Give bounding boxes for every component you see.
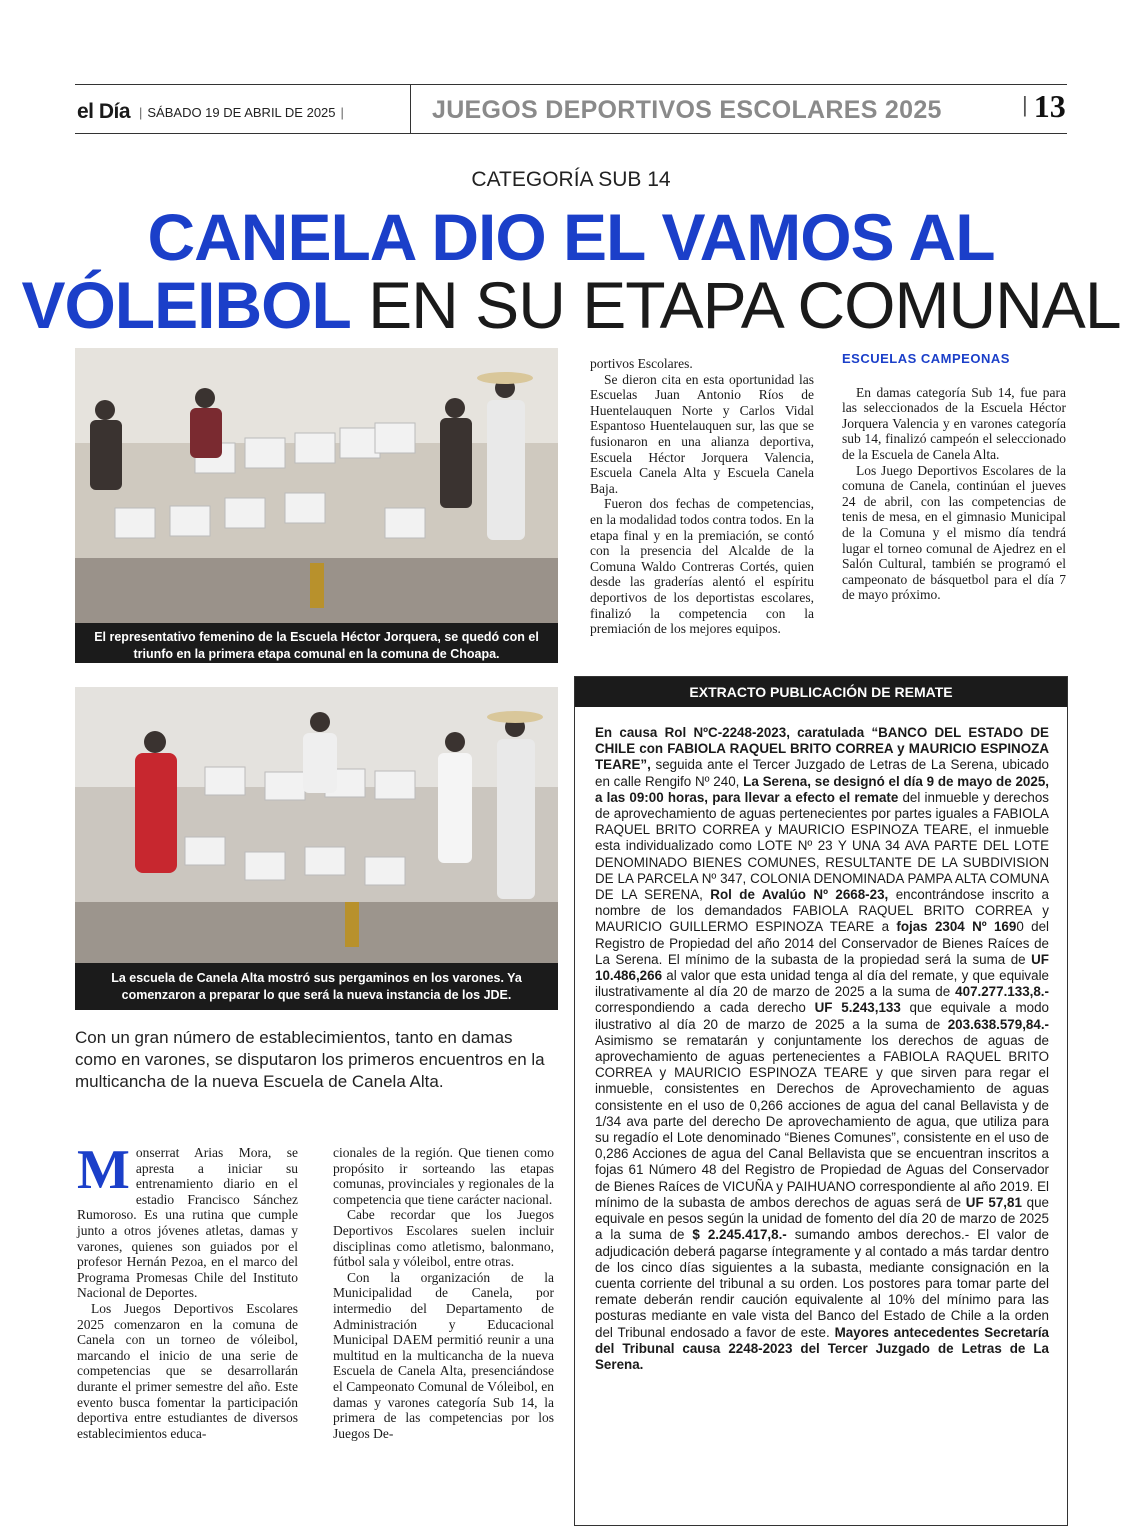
paragraph-first xyxy=(77,1139,298,1301)
photo-girls-team-image xyxy=(75,348,558,623)
legal-amount: 407.277.133,8.- xyxy=(955,984,1049,1000)
headline-bold-word: VÓLEIBOL xyxy=(21,268,351,342)
paragraph: Se dieron cita en esta oportunidad las Escuelas Juan Antonio Ríos de Huentelauquen Norte y Carlos Vidal Espantoso Huentelauquen sur, las que se fusionaron en una alianza deportiva, Escuela Héctor Jorquera Valencia, Escuela Canela Alta y Escuela Canela Baja. xyxy=(590,371,814,496)
legal-text: del inmueble y derechos de aprovechamiento de aguas pertenecientes por partes iguales a FABIOLA RAQUEL BRITO CORREA y MAURICIO ESPINOZA TEARE, el inmueble esta individualizado como LOTE Nº 23 Y UNA 34 AVA PARTE DEL LOTE DENOMINADO BIENES COMUNES, RESULTANTE DE LA SUBDIVISION DE LA PARCELA Nº 347, COLONIA DENOMINADA PAMPA ALTA COMUNA DE LA SERENA, xyxy=(595,789,1049,903)
article-column-middle xyxy=(590,356,814,637)
legal-text: al valor que esta unidad tenga al día del remate, y que equivale ilustrativamente al día 20 de marzo de 2025 a la suma de xyxy=(595,968,1049,1000)
photo-boys-team xyxy=(75,687,558,963)
page-number: | 13 xyxy=(1022,88,1066,124)
legal-case: En causa Rol NºC-2248-2023, caratulada “BANCO DEL ESTADO DE CHILE con FABIOLA RAQUEL BRITO CORREA y MAURICIO ESPINOZA TEARE”, xyxy=(595,725,1049,773)
legal-uf-each: UF 5.243,133 xyxy=(814,1000,901,1016)
paragraph: Los Juegos Deportivos Escolares 2025 comenzaron en la comuna de Canela con un torneo de vóleibol, marcando el inicio de una serie de competencias que se desarrollarán durante el primer semestre del año. Este evento busca fomentar la participación deportiva entre estudiantes de diversos establecimientos educa- xyxy=(77,1300,298,1441)
article-column-2 xyxy=(333,1145,554,1441)
paragraph: portivos Escolares. xyxy=(590,356,693,371)
legal-notice-box xyxy=(574,676,1068,1526)
newspaper-logo: el Día xyxy=(77,100,131,123)
legal-uf-water: UF 57,81 xyxy=(965,1194,1022,1210)
paragraph: Fueron dos fechas de competencias, en la modalidad todos contra todos. En la etapa final y en la premiación, se contó con la presencia del Alcalde de la Comuna Waldo Contreras Cortés, quien desde las graderías alentó el espíritu deportivos de los deportistas escolares, finalizó la competencia con la premiación de los mejores equipos. xyxy=(590,496,814,637)
legal-text: seguida ante el Tercer Juzgado de Letras de La Serena, ubicado en calle Rengifo Nº 240, xyxy=(595,757,1049,789)
paragraph: Con la organización de la Municipalidad de Canela, por intermedio del Departamento de Administración y Educacional Municipal DAEM permitió reunir a una multitud en la multicancha de la nueva Escuela de Canela Alta, presenciándose el Campeonato Comunal de Vóleibol, en damas y varones categoría Sub 14, la primera de las competencias por los Juegos De- xyxy=(333,1269,554,1441)
legal-text: que equivale a modo ilustrativo al día 20 de marzo de 2025 a la suma de xyxy=(595,1000,1049,1032)
legal-text: sumando ambos derechos.- El valor de adjudicación deberá pagarse íntegramente y al contado a más tardar dentro de los cinco días siguientes a la subasta, mediante consignación en la cuenta corriente del tribunal a su orden. Los postores para tomar parte del remate deberán rendir caución equivalente al 10% del mínimo para las posturas mediante en vale vista del Banco del Estado de Chile a la orden del Tribunal endosado a favor de este. xyxy=(595,1227,1049,1340)
legal-uf-min: UF 10.486,266 xyxy=(595,951,1049,984)
paragraph: En damas categoría Sub 14, fue para las seleccionados de la Escuela Héctor Jorquera Valencia y en varones categoría sub 14, finalizó campeón el seleccionado de la Escuela de Canela Alta. xyxy=(842,384,1066,462)
legal-notice-body xyxy=(575,707,1067,1373)
paragraph: Los Juego Deportivos Escolares de la comuna de Canela, continúan el jueves 24 de abril, con las competencias de tenis de mesa, en el gimnasio Municipal de la Comuna y el mismo día tendrá lugar el torneo comunal de Ajedrez en el Salón Cultural, también se programó el campeonato de básquetbol para el día 7 de mayo próximo. xyxy=(842,462,1066,603)
legal-text: correspondiendo a cada derecho xyxy=(595,1000,815,1016)
legal-more-info: Mayores antecedentes Secretaría del Tribunal causa 2248-2023 del Tercer Juzgado de Letras de La Serena. xyxy=(595,1324,1049,1372)
article-lead: Con un gran número de establecimientos, tanto en damas como en varones, se disputaron los primeros encuentros en la multicancha de la nueva Escuela de Canela Alta. xyxy=(75,1028,545,1091)
legal-auction-date: La Serena, se designó el día 9 de mayo de 2025, a las 09:00 horas, para llevar a efecto el remate xyxy=(595,773,1049,805)
photo-boys-caption: La escuela de Canela Alta mostró sus pergaminos en los varones. Ya comenzaron a preparar lo que será la nueva instancia de los JDE. xyxy=(75,963,558,1010)
headline-line-2 xyxy=(0,270,1142,340)
article-kicker: CATEGORÍA SUB 14 xyxy=(471,168,671,191)
headline-rest: EN SU ETAPA COMUNAL xyxy=(368,268,1121,342)
page-number-text: 13 xyxy=(1033,88,1066,124)
legal-amount-each: 203.638.579,84.- xyxy=(947,1016,1049,1032)
paragraph-first-text: onserrat Arias Mora, se apresta a iniciar su entrenamiento diario en el estadio Francisco Sánchez Rumoroso. Es una rutina que cumple junto a otros jóvenes atletas, damas y varones, quienes son guiados por el profesor Hernán Pezoa, en el marco del Programa Promesas Chile del Instituto Nacional de Deportes. xyxy=(77,1145,298,1301)
article-column-right xyxy=(842,351,1066,603)
legal-text: Asimismo se rematarán y conjuntamente los derechos de aguas de aprovechamiento de aguas pertenecientes a FABIOLA RAQUEL BRITO CORREA y MAURICIO ESPINOZA TEARE y que sirven para regar el inmueble, consistentes en Derechos de Aprovechamiento de aguas consistente en el uso de 0,266 acciones de agua del canal Bellavista y de 1/34 ava parte del derecho De aprovechamiento de agua, que utiliza para su regadío el Lote denominado “Bienes Comunes”, consistente en el uso de 0,286 Acciones de agua del Canal Bellavista que se encuentran inscritos a fojas 61 Número 48 del Registro de Propiedad de Aguas del Conservador de Bienes Raíces de VICUÑA y PAIHUANO correspondiente al año 2019. El mínimo de la subasta de ambos derechos de aguas será de xyxy=(595,1032,1049,1210)
header-divider xyxy=(410,84,411,134)
photo-boys-team-image xyxy=(75,687,558,963)
headline-line-1-text: CANELA DIO EL VAMOS AL xyxy=(147,200,995,274)
legal-text: 0 del Registro de Propiedad del año 2014 del Conservador de Bienes Raíces de La Serena. El mínimo de la subasta de la propiedad será la suma de xyxy=(595,919,1050,967)
section-title: JUEGOS DEPORTIVOS ESCOLARES 2025 xyxy=(432,96,942,124)
drop-cap: M xyxy=(77,1139,130,1201)
legal-amount-water: $ 2.245.417,8.- xyxy=(692,1227,787,1243)
article-column-1 xyxy=(77,1139,298,1441)
photo-girls-caption: El representativo femenino de la Escuela Héctor Jorquera, se quedó con el triunfo en la primera etapa comunal en la comuna de Choapa. xyxy=(75,623,558,663)
paragraph: cionales de la región. Que tienen como propósito ir sorteando las etapas comunas, provinciales y regionales de la competencia que tiene carácter nacional. xyxy=(333,1145,554,1207)
legal-rol: Rol de Avalúo Nº 2668-23, xyxy=(710,887,889,903)
issue-date: | SÁBADO 19 DE ABRIL DE 2025 | xyxy=(139,105,344,120)
issue-date-text: SÁBADO 19 DE ABRIL DE 2025 xyxy=(147,105,336,120)
header-top-rule xyxy=(75,84,1067,85)
photo-girls-team xyxy=(75,348,558,623)
legal-fojas: fojas 2304 Nº 169 xyxy=(896,919,1017,935)
headline-line-1 xyxy=(0,202,1142,272)
header-bottom-rule xyxy=(75,133,1067,134)
subhead-champions: ESCUELAS CAMPEONAS xyxy=(842,351,1010,366)
legal-notice-title: EXTRACTO PUBLICACIÓN DE REMATE xyxy=(575,677,1067,707)
legal-text: que equivale en pesos según la unidad de fomento del día 20 de marzo de 2025 a la suma de xyxy=(595,1194,1049,1243)
legal-text: encontrándose inscrito a nombre de los demandados FABIOLA RAQUEL BRITO CORREA y MAURICIO GUILLERMO ESPINOZA TEARE a xyxy=(595,887,1049,935)
paragraph: Cabe recordar que los Juegos Deportivos Escolares suelen incluir disciplinas como atletismo, balonmano, fútbol sala y vóleibol, entre otras. xyxy=(333,1207,554,1270)
